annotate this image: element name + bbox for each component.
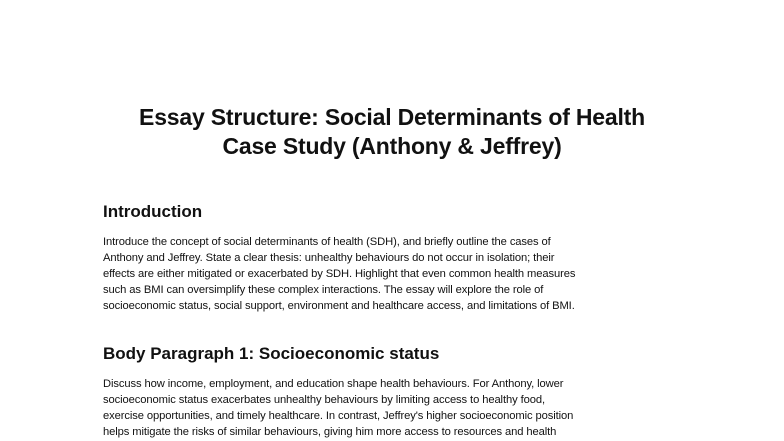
paragraph-line: exercise opportunities, and timely healthcare. In contrast, Jeffrey's higher socioeconomic position: [103, 410, 574, 422]
paragraph-line: effects are either mitigated or exacerbated by SDH. Highlight that even common health measures: [103, 268, 576, 280]
document-title: [0, 103, 784, 161]
paragraph-line: Introduce the concept of social determinants of health (SDH), and briefly outline the cases of: [103, 236, 551, 248]
document-title-line-1: Essay Structure: Social Determinants of Health: [139, 104, 645, 130]
paragraph-line: such as BMI can oversimplify these complex interactions. The essay will explore the role of: [103, 284, 544, 296]
document-title-line-2: Case Study (Anthony & Jeffrey): [222, 133, 562, 159]
paragraph-line: Anthony and Jeffrey. State a clear thesis: unhealthy behaviours do not occur in isolation; their: [103, 252, 555, 264]
paragraph-line: Discuss how income, employment, and education shape health behaviours. For Anthony, lower: [103, 378, 564, 390]
section-paragraph-body-paragraph-1: [103, 376, 693, 440]
section-paragraph-introduction: [103, 234, 693, 314]
paragraph-line: socioeconomic status exacerbates unhealthy behaviours by limiting access to healthy food,: [103, 394, 545, 406]
paragraph-line: socioeconomic status, social support, environment and healthcare access, and limitations of BMI.: [103, 300, 575, 312]
section-heading-body-paragraph-1: Body Paragraph 1: Socioeconomic status: [103, 344, 440, 363]
section-heading-introduction: Introduction: [103, 202, 203, 221]
paragraph-line: helps mitigate the risks of similar behaviours, giving him more access to resources and health: [103, 426, 557, 438]
